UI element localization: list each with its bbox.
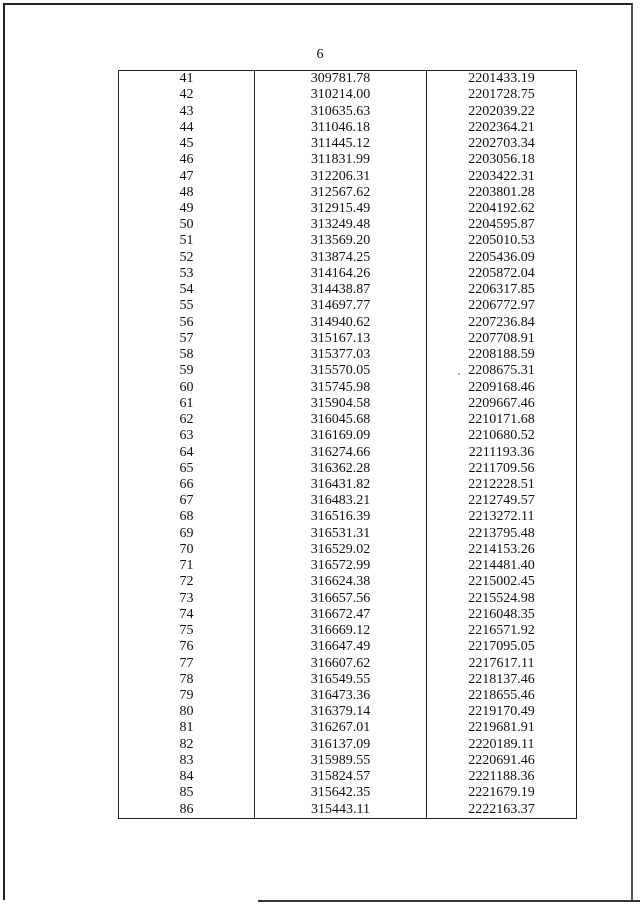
x-coordinate-cell: 315377.03: [255, 347, 427, 363]
point-number-cell: 54: [119, 282, 255, 298]
table-row: [119, 542, 577, 558]
y-coordinate-cell: 2206317.85: [427, 282, 577, 298]
bottom-edge-line: [258, 900, 640, 902]
point-number-cell: 72: [119, 574, 255, 590]
y-coordinate-cell: 2215524.98: [427, 591, 577, 607]
x-coordinate-cell: 316362.28: [255, 461, 427, 477]
point-number-cell: 75: [119, 623, 255, 639]
y-coordinate-cell: 2203056.18: [427, 152, 577, 168]
point-number-cell: 61: [119, 396, 255, 412]
table-row: [119, 672, 577, 688]
table-row: [119, 315, 577, 331]
y-coordinate-cell: 2205436.09: [427, 250, 577, 266]
x-coordinate-cell: 314697.77: [255, 298, 427, 314]
y-coordinate-cell: 2211193.36: [427, 444, 577, 460]
y-coordinate-cell: 2203801.28: [427, 185, 577, 201]
x-coordinate-cell: 316607.62: [255, 655, 427, 671]
point-number-cell: 48: [119, 185, 255, 201]
y-coordinate-cell: 2212749.57: [427, 493, 577, 509]
y-coordinate-cell: 2208188.59: [427, 347, 577, 363]
point-number-cell: 59: [119, 363, 255, 379]
point-number-cell: 55: [119, 298, 255, 314]
point-number-cell: 77: [119, 655, 255, 671]
x-coordinate-cell: 316379.14: [255, 704, 427, 720]
x-coordinate-cell: 311445.12: [255, 136, 427, 152]
x-coordinate-cell: 316169.09: [255, 428, 427, 444]
point-number-cell: 43: [119, 103, 255, 119]
y-coordinate-cell: 2208675.31: [427, 363, 577, 379]
y-coordinate-cell: 2204192.62: [427, 201, 577, 217]
y-coordinate-cell: 2222163.37: [427, 802, 577, 819]
x-coordinate-cell: 315824.57: [255, 769, 427, 785]
x-coordinate-cell: 312915.49: [255, 201, 427, 217]
scan-speck: [458, 373, 460, 375]
point-number-cell: 68: [119, 509, 255, 525]
table-row: [119, 558, 577, 574]
x-coordinate-cell: 316549.55: [255, 672, 427, 688]
x-coordinate-cell: 314940.62: [255, 315, 427, 331]
x-coordinate-cell: 316483.21: [255, 493, 427, 509]
point-number-cell: 73: [119, 591, 255, 607]
x-coordinate-cell: 310635.63: [255, 103, 427, 119]
point-number-cell: 82: [119, 737, 255, 753]
x-coordinate-cell: 316572.99: [255, 558, 427, 574]
table-row: [119, 607, 577, 623]
table-row: [119, 103, 577, 119]
y-coordinate-cell: 2210680.52: [427, 428, 577, 444]
y-coordinate-cell: 2214153.26: [427, 542, 577, 558]
table-row: [119, 574, 577, 590]
y-coordinate-cell: 2201728.75: [427, 87, 577, 103]
y-coordinate-cell: 2220189.11: [427, 737, 577, 753]
point-number-cell: 58: [119, 347, 255, 363]
point-number-cell: 52: [119, 250, 255, 266]
table-row: [119, 753, 577, 769]
table-row: [119, 120, 577, 136]
point-number-cell: 46: [119, 152, 255, 168]
y-coordinate-cell: 2217095.05: [427, 639, 577, 655]
point-number-cell: 42: [119, 87, 255, 103]
coordinates-table: [118, 70, 577, 819]
y-coordinate-cell: 2203422.31: [427, 168, 577, 184]
point-number-cell: 74: [119, 607, 255, 623]
point-number-cell: 57: [119, 331, 255, 347]
y-coordinate-cell: 2216048.35: [427, 607, 577, 623]
y-coordinate-cell: 2218137.46: [427, 672, 577, 688]
table-row: [119, 444, 577, 460]
point-number-cell: 41: [119, 71, 255, 88]
table-row: [119, 655, 577, 671]
y-coordinate-cell: 2209168.46: [427, 379, 577, 395]
y-coordinate-cell: 2218655.46: [427, 688, 577, 704]
table-row: [119, 720, 577, 736]
y-coordinate-cell: 2221679.19: [427, 785, 577, 801]
table-row: [119, 785, 577, 801]
point-number-cell: 78: [119, 672, 255, 688]
point-number-cell: 86: [119, 802, 255, 819]
point-number-cell: 81: [119, 720, 255, 736]
table-row: [119, 152, 577, 168]
x-coordinate-cell: 314438.87: [255, 282, 427, 298]
table-row: [119, 623, 577, 639]
table-row: [119, 769, 577, 785]
x-coordinate-cell: 316267.01: [255, 720, 427, 736]
y-coordinate-cell: 2219170.49: [427, 704, 577, 720]
x-coordinate-cell: 316045.68: [255, 412, 427, 428]
table-row: [119, 298, 577, 314]
point-number-cell: 80: [119, 704, 255, 720]
table-row: [119, 461, 577, 477]
x-coordinate-cell: 309781.78: [255, 71, 427, 88]
y-coordinate-cell: 2202703.34: [427, 136, 577, 152]
coordinates-table-body: [119, 71, 577, 819]
y-coordinate-cell: 2205872.04: [427, 266, 577, 282]
point-number-cell: 56: [119, 315, 255, 331]
table-row: [119, 347, 577, 363]
point-number-cell: 47: [119, 168, 255, 184]
point-number-cell: 50: [119, 217, 255, 233]
table-row: [119, 428, 577, 444]
x-coordinate-cell: 316657.56: [255, 591, 427, 607]
y-coordinate-cell: 2209667.46: [427, 396, 577, 412]
y-coordinate-cell: 2219681.91: [427, 720, 577, 736]
x-coordinate-cell: 316669.12: [255, 623, 427, 639]
x-coordinate-cell: 313569.20: [255, 233, 427, 249]
point-number-cell: 83: [119, 753, 255, 769]
y-coordinate-cell: 2213795.48: [427, 526, 577, 542]
page-number: 6: [316, 47, 324, 62]
table-row: [119, 704, 577, 720]
x-coordinate-cell: 315642.35: [255, 785, 427, 801]
table-row: [119, 201, 577, 217]
x-coordinate-cell: 316529.02: [255, 542, 427, 558]
table-row: [119, 87, 577, 103]
table-row: [119, 233, 577, 249]
x-coordinate-cell: 310214.00: [255, 87, 427, 103]
table-row: [119, 250, 577, 266]
point-number-cell: 64: [119, 444, 255, 460]
table-row: [119, 282, 577, 298]
point-number-cell: 62: [119, 412, 255, 428]
point-number-cell: 45: [119, 136, 255, 152]
y-coordinate-cell: 2206772.97: [427, 298, 577, 314]
table-row: [119, 363, 577, 379]
point-number-cell: 69: [119, 526, 255, 542]
x-coordinate-cell: 315570.05: [255, 363, 427, 379]
table-row: [119, 266, 577, 282]
y-coordinate-cell: 2207236.84: [427, 315, 577, 331]
table-row: [119, 509, 577, 525]
x-coordinate-cell: 315167.13: [255, 331, 427, 347]
x-coordinate-cell: 315904.58: [255, 396, 427, 412]
x-coordinate-cell: 311046.18: [255, 120, 427, 136]
x-coordinate-cell: 316672.47: [255, 607, 427, 623]
x-coordinate-cell: 313249.48: [255, 217, 427, 233]
y-coordinate-cell: 2210171.68: [427, 412, 577, 428]
point-number-cell: 70: [119, 542, 255, 558]
y-coordinate-cell: 2207708.91: [427, 331, 577, 347]
y-coordinate-cell: 2221188.36: [427, 769, 577, 785]
y-coordinate-cell: 2212228.51: [427, 477, 577, 493]
table-row: [119, 217, 577, 233]
x-coordinate-cell: 315989.55: [255, 753, 427, 769]
x-coordinate-cell: 312206.31: [255, 168, 427, 184]
point-number-cell: 63: [119, 428, 255, 444]
x-coordinate-cell: 316431.82: [255, 477, 427, 493]
y-coordinate-cell: 2215002.45: [427, 574, 577, 590]
x-coordinate-cell: 316531.31: [255, 526, 427, 542]
y-coordinate-cell: 2214481.40: [427, 558, 577, 574]
point-number-cell: 65: [119, 461, 255, 477]
table-row: [119, 526, 577, 542]
table-row: [119, 412, 577, 428]
table-row: [119, 71, 577, 88]
x-coordinate-cell: 316647.49: [255, 639, 427, 655]
x-coordinate-cell: 315443.11: [255, 802, 427, 819]
x-coordinate-cell: 316137.09: [255, 737, 427, 753]
y-coordinate-cell: 2201433.19: [427, 71, 577, 88]
y-coordinate-cell: 2205010.53: [427, 233, 577, 249]
y-coordinate-cell: 2202039.22: [427, 103, 577, 119]
table-row: [119, 331, 577, 347]
table-row: [119, 591, 577, 607]
table-row: [119, 379, 577, 395]
y-coordinate-cell: 2216571.92: [427, 623, 577, 639]
y-coordinate-cell: 2220691.46: [427, 753, 577, 769]
point-number-cell: 44: [119, 120, 255, 136]
point-number-cell: 60: [119, 379, 255, 395]
table-row: [119, 688, 577, 704]
x-coordinate-cell: 316274.66: [255, 444, 427, 460]
x-coordinate-cell: 311831.99: [255, 152, 427, 168]
x-coordinate-cell: 316516.39: [255, 509, 427, 525]
x-coordinate-cell: 315745.98: [255, 379, 427, 395]
point-number-cell: 53: [119, 266, 255, 282]
table-row: [119, 493, 577, 509]
x-coordinate-cell: 313874.25: [255, 250, 427, 266]
y-coordinate-cell: 2204595.87: [427, 217, 577, 233]
point-number-cell: 76: [119, 639, 255, 655]
table-row: [119, 639, 577, 655]
x-coordinate-cell: 316473.36: [255, 688, 427, 704]
point-number-cell: 85: [119, 785, 255, 801]
point-number-cell: 84: [119, 769, 255, 785]
x-coordinate-cell: 316624.38: [255, 574, 427, 590]
point-number-cell: 51: [119, 233, 255, 249]
y-coordinate-cell: 2202364.21: [427, 120, 577, 136]
point-number-cell: 66: [119, 477, 255, 493]
table-row: [119, 185, 577, 201]
point-number-cell: 67: [119, 493, 255, 509]
x-coordinate-cell: 312567.62: [255, 185, 427, 201]
point-number-cell: 49: [119, 201, 255, 217]
table-row: [119, 802, 577, 819]
table-row: [119, 396, 577, 412]
x-coordinate-cell: 314164.26: [255, 266, 427, 282]
y-coordinate-cell: 2211709.56: [427, 461, 577, 477]
table-row: [119, 168, 577, 184]
table-row: [119, 477, 577, 493]
y-coordinate-cell: 2217617.11: [427, 655, 577, 671]
table-row: [119, 136, 577, 152]
point-number-cell: 71: [119, 558, 255, 574]
point-number-cell: 79: [119, 688, 255, 704]
table-row: [119, 737, 577, 753]
y-coordinate-cell: 2213272.11: [427, 509, 577, 525]
